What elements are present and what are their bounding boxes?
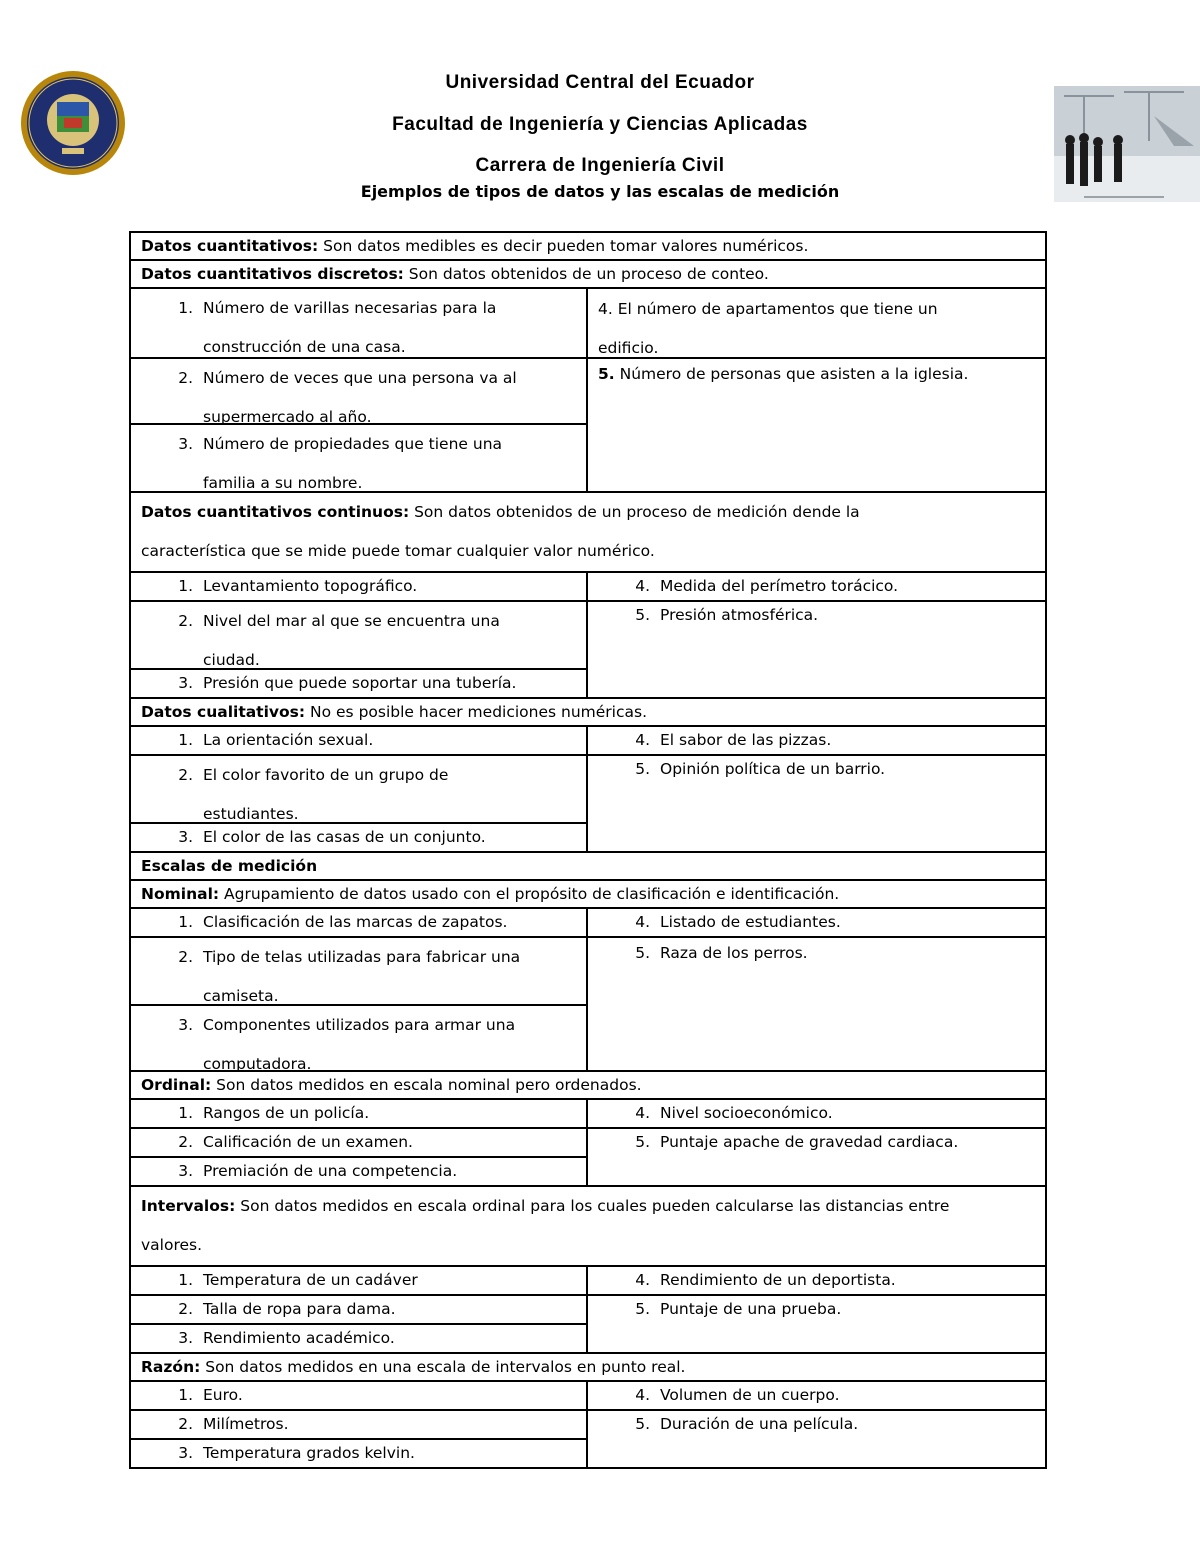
list-item: 5. Puntaje apache de gravedad cardiaca.	[635, 1133, 959, 1151]
list-item: 1. Clasificación de las marcas de zapatos.	[178, 913, 508, 931]
list-item: 2. Tipo de telas utilizadas para fabricar una camiseta.	[131, 938, 586, 1006]
list-item: 2. El color favorito de un grupo de estudiantes.	[131, 756, 586, 824]
section-title: Nominal:	[141, 885, 220, 903]
list-item: 5. Presión atmosférica.	[635, 606, 819, 624]
list-item: 4. Medida del perímetro torácico.	[635, 577, 899, 595]
list-item: 1. Número de varillas necesarias para la construcción de una casa.	[178, 299, 497, 356]
list-item: 2. Milímetros.	[131, 1411, 586, 1440]
examples-discrete	[131, 289, 1045, 359]
list-item: 2. Nivel del mar al que se encuentra una ciudad.	[131, 602, 586, 670]
list-item: 5. Raza de los perros.	[635, 944, 808, 962]
list-item: 3. Premiación de una competencia.	[178, 1162, 458, 1180]
list-item: 1. Euro.	[178, 1386, 243, 1404]
examples-nominal	[131, 909, 1045, 938]
list-item: 3. Componentes utilizados para armar una computadora.	[178, 1016, 516, 1073]
section-title: Ordinal:	[141, 1076, 212, 1094]
section-qualitative	[131, 699, 1045, 727]
section-continuous: Datos cuantitativos continuos: Son datos obtenidos de un proceso de medición dende la característica que se mide puede tomar cualquier valor numérico.	[131, 493, 1045, 573]
list-item: 1. Levantamiento topográfico.	[178, 577, 418, 595]
data-types-table	[129, 231, 1047, 1469]
list-item: 1. Temperatura de un cadáver	[178, 1271, 418, 1289]
section-description: Son datos medidos en escala nominal pero ordenados.	[211, 1076, 642, 1094]
section-description: Son datos medidos en una escala de intervalos en punto real.	[200, 1358, 686, 1376]
examples-continuous-2	[131, 602, 1045, 699]
section-nominal	[131, 881, 1045, 909]
section-ordinal	[131, 1072, 1045, 1100]
list-item: 3. Rendimiento académico.	[178, 1329, 395, 1347]
examples-ordinal	[131, 1100, 1045, 1129]
examples-qualitative-2	[131, 756, 1045, 853]
list-item: 2. Talla de ropa para dama.	[131, 1296, 586, 1325]
examples-intervals	[131, 1267, 1045, 1296]
section-ratio	[131, 1354, 1045, 1382]
list-item: 3. Número de propiedades que tiene una familia a su nombre.	[178, 435, 503, 492]
faculty-name: Facultad de Ingeniería y Ciencias Aplicadas	[392, 114, 808, 135]
list-item: 2. Calificación de un examen.	[131, 1129, 586, 1158]
examples-ratio-2	[131, 1411, 1045, 1467]
list-item: 1. La orientación sexual.	[178, 731, 374, 749]
career-name: Carrera de Ingeniería Civil	[475, 155, 725, 176]
examples-qualitative	[131, 727, 1045, 756]
section-description: Agrupamiento de datos usado con el propósito de clasificación e identificación.	[219, 885, 840, 903]
list-item: 4. El número de apartamentos que tiene un edificio.	[598, 300, 938, 357]
list-item: 4. El sabor de las pizzas.	[635, 731, 832, 749]
examples-nominal-2	[131, 938, 1045, 1072]
examples-intervals-2	[131, 1296, 1045, 1354]
section-title: Datos cuantitativos discretos:	[141, 265, 404, 283]
list-item: 5. Número de personas que asisten a la iglesia.	[598, 365, 969, 383]
section-title: Intervalos:	[141, 1197, 236, 1215]
section-title: Escalas de medición	[141, 857, 318, 875]
examples-discrete-2	[131, 359, 1045, 493]
section-quantitative	[131, 233, 1045, 261]
list-item: 4. Volumen de un cuerpo.	[635, 1386, 840, 1404]
section-description: Son datos obtenidos de un proceso de medición dende la	[409, 503, 860, 521]
list-item: 5. Puntaje de una prueba.	[635, 1300, 842, 1318]
examples-continuous	[131, 573, 1045, 602]
section-description: Son datos medidos en escala ordinal para los cuales pueden calcularse las distancias entre	[235, 1197, 950, 1215]
list-item: 1. Rangos de un policía.	[178, 1104, 370, 1122]
list-item: 5. Opinión política de un barrio.	[635, 760, 886, 778]
section-title: Datos cuantitativos continuos:	[141, 503, 410, 521]
section-discrete	[131, 261, 1045, 289]
university-name: Universidad Central del Ecuador	[445, 72, 755, 93]
section-description: Son datos obtenidos de un proceso de conteo.	[403, 265, 769, 283]
list-item: 4. Listado de estudiantes.	[635, 913, 841, 931]
examples-ratio	[131, 1382, 1045, 1411]
section-scales	[131, 853, 1045, 881]
list-item: 4. Nivel socioeconómico.	[635, 1104, 833, 1122]
section-title: Razón:	[141, 1358, 201, 1376]
list-item: 5. Duración de una película.	[635, 1415, 859, 1433]
document-subtitle: Ejemplos de tipos de datos y las escalas de medición	[360, 182, 840, 201]
list-item: 3. Temperatura grados kelvin.	[178, 1444, 415, 1462]
list-item: 3. Presión que puede soportar una tubería.	[178, 674, 517, 692]
section-title: Datos cuantitativos:	[141, 237, 319, 255]
section-title: Datos cualitativos:	[141, 703, 306, 721]
examples-ordinal-2	[131, 1129, 1045, 1187]
section-description: Son datos medibles es decir pueden tomar valores numéricos.	[318, 237, 809, 255]
section-description: No es posible hacer mediciones numéricas.	[305, 703, 647, 721]
list-item: 4. Rendimiento de un deportista.	[635, 1271, 896, 1289]
list-item: 3. El color de las casas de un conjunto.	[178, 828, 486, 846]
section-intervals: Intervalos: Son datos medidos en escala ordinal para los cuales pueden calcularse las distancias entre valores.	[131, 1187, 1045, 1267]
list-item: 2. Número de veces que una persona va al supermercado al año.	[131, 359, 586, 425]
